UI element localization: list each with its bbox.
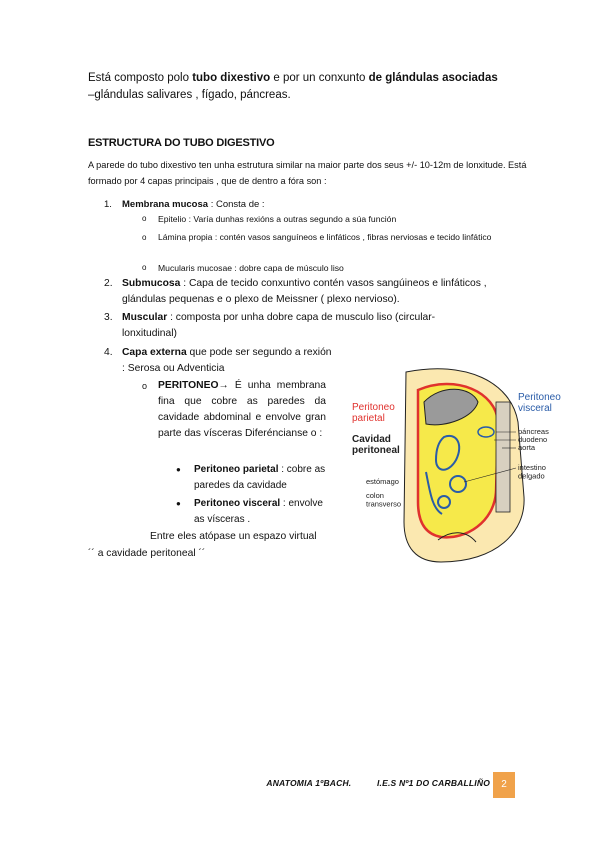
peritoneo-parietal-item: [176, 462, 326, 494]
intro-line-2: –glándulas salivares , fígado, páncreas.: [88, 89, 291, 101]
item-text: : cobre as paredes da cavidade: [194, 464, 326, 491]
label-parietal-1: Peritoneo parietal: [352, 402, 395, 424]
intro-bold-1: tubo dixestivo: [192, 72, 271, 84]
sub-bullet: o: [142, 263, 147, 272]
label-cavidad: Cavidad peritoneal: [352, 434, 400, 456]
bullet-icon: ●: [176, 465, 181, 474]
peritoneum-diagram: [346, 362, 572, 564]
label-intestino: intestino delgado: [518, 463, 546, 481]
label-duodeno: duodeno: [518, 435, 548, 444]
sub-item-2: [142, 230, 492, 245]
layer-text: : composta por unha dobre capa de musculo liso (circular-lonxitudinal): [122, 312, 436, 339]
spine-shape: [496, 402, 510, 512]
item-text: : envolve as vísceras .: [194, 498, 323, 525]
label-estomago: estómago: [366, 477, 399, 486]
label-visceral: Peritoneo visceral: [518, 392, 561, 414]
peritoneo-text: É unha membrana fina que cobre as paredes da cavidade abdominal e envolve gran parte das vísceras Diferéncianse o :: [158, 380, 326, 439]
layer-number: 4.: [104, 347, 113, 358]
layer-number: 1.: [104, 199, 112, 210]
sub-text: : Varía dunhas rexións a outras segundo a súa función: [186, 214, 397, 224]
bullet-icon: ●: [176, 499, 181, 508]
sub-bullet: o: [142, 381, 148, 391]
peritoneo-item: [142, 378, 326, 442]
virtual-space-line-2: ´´ a cavidade peritoneal ´´: [88, 548, 206, 559]
intro-text-1: Está composto polo: [88, 72, 193, 84]
arrow-icon: →: [218, 380, 229, 391]
intro-bold-2: de glándulas asociadas: [368, 72, 498, 84]
sub-text: : contén vasos sanguíneos e linfáticos , fibras nerviosas e tecido linfático: [212, 232, 492, 242]
sub-item-1: [142, 212, 512, 226]
sub-item-3: [142, 261, 512, 275]
intro-text-2: e por un conxunto: [270, 72, 369, 84]
sub-bullet: o: [142, 214, 147, 223]
virtual-space-line-1: Entre eles atópase un espazo virtual: [150, 531, 317, 542]
page-number: 2: [493, 772, 515, 798]
footer-text: ANATOMIA 1ºBACH. I.E.S Nº1 DO CARBALLIÑO: [266, 778, 490, 788]
layer-item-4: [104, 345, 334, 377]
item-title: Peritoneo parietal: [194, 464, 279, 475]
layer-title: Submucosa: [122, 278, 181, 289]
sub-title: Epitelio: [158, 214, 187, 224]
layer-title: Capa externa: [122, 347, 187, 358]
layer-number: 2.: [104, 278, 113, 289]
layer-text: : Capa de tecido conxuntivo contén vasos sangúineos e linfáticos , glándulas pequenas e o plexo de Meissner ( plexo nervioso).: [122, 278, 487, 305]
layer-item-1: [104, 198, 524, 212]
section-heading: ESTRUCTURA DO TUBO DIGESTIVO: [88, 137, 275, 149]
layer-item-2: [104, 276, 524, 308]
layer-text: : Consta de :: [208, 199, 265, 210]
structure-paragraph: A parede do tubo dixestivo ten unha estrutura similar na maior parte dos seus +/- 10-12m de lonxitude. Está formado por 4 capas principais , que de dentro a fóra son :: [88, 160, 527, 186]
layer-number: 3.: [104, 312, 113, 323]
sub-bullet: o: [142, 233, 147, 242]
layer-item-3: [104, 310, 484, 342]
label-pancreas: páncreas: [518, 427, 549, 436]
item-title: Peritoneo visceral: [194, 498, 281, 509]
peritoneo-title: PERITONEO: [158, 380, 219, 391]
layer-title: Muscular: [122, 312, 168, 323]
peritoneum-illustration: [346, 362, 572, 564]
peritoneo-visceral-item: [176, 496, 326, 528]
intestine-loop: [438, 496, 450, 508]
intestine-loop: [450, 476, 466, 492]
label-colon: colon transverso: [366, 491, 402, 509]
label-aorta: aorta: [518, 443, 536, 452]
layer-title: Membrana mucosa: [122, 199, 209, 210]
layer-text: que pode ser segundo a rexión : Serosa ou Adventicia: [122, 347, 332, 374]
sub-title: Lámina propia: [158, 232, 213, 242]
sub-title: Mucularis mucosae: [158, 263, 233, 273]
intro-paragraph: [88, 70, 528, 104]
sub-text: : dobre capa de músculo liso: [232, 263, 344, 273]
pancreas-shape: [478, 427, 494, 437]
